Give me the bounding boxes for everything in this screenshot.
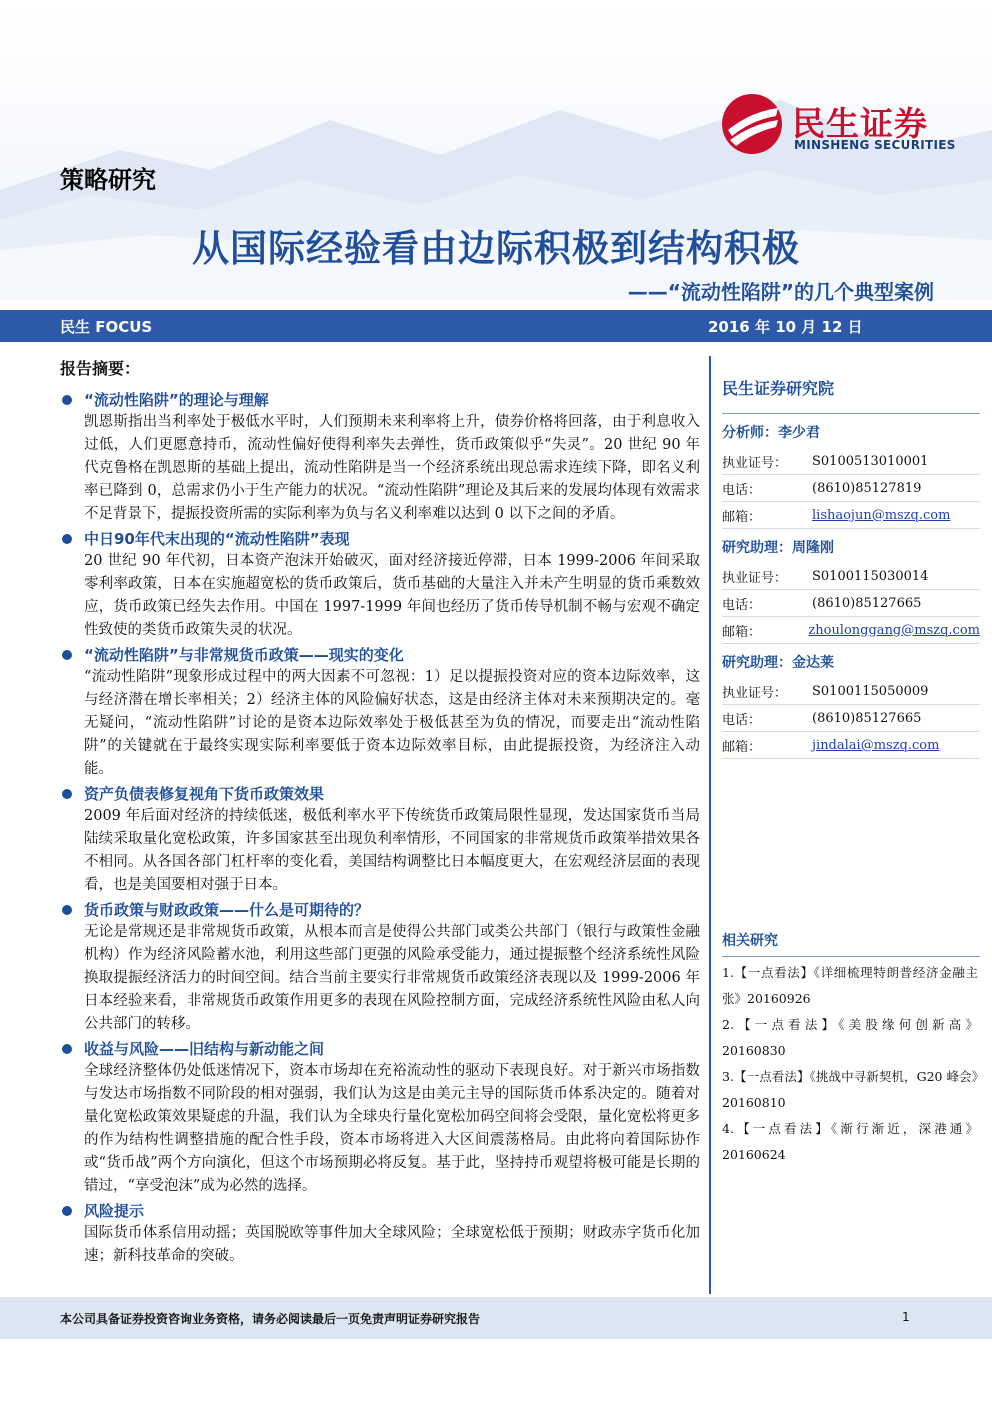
abstract-section: [60, 389, 700, 526]
related-item[interactable]: 2.【一点看法】《美股缘何创新高》20160830: [722, 1017, 978, 1058]
section-body: 20 世纪 90 年代初，日本资产泡沫开始破灭，面对经济接近停滞，日本 1999-2006 年间采取零利率政策，日本在实施超宽松的货币政策后，货币基础的大量注入并未产生明显的货币乘数效应，货币政策已经失去作用。中国在 1997-1999 年间也经历了货币传导机制不畅与宏观不确定性致使的类货币政策失灵的状况。: [84, 553, 700, 638]
related-item[interactable]: 4.【一点看法】《渐行渐近，深港通》20160624: [722, 1121, 978, 1162]
column-divider: [709, 356, 711, 1294]
phone-row: 电话： (8610)85127665: [722, 705, 980, 732]
section-heading: 资产负债表修复视角下货币政策效果: [60, 783, 700, 805]
section-heading: 风险提示: [60, 1200, 700, 1222]
email-row: 邮箱： lishaojun@mszq.com: [722, 502, 980, 529]
email-link[interactable]: jindalai@mszq.com: [812, 737, 940, 753]
footer: [0, 1297, 992, 1339]
related-item[interactable]: 3.【一点看法】《挑战中寻新契机，G20 峰会》20160810: [722, 1069, 978, 1110]
bullet-icon: [62, 789, 72, 799]
bullet-icon: [62, 905, 72, 915]
section-body: 无论是常规还是非常规货币政策，从根本而言是使得公共部门或类公共部门（银行与政策性金融机构）作为经济风险蓄水池，利用这些部门更强的风险承受能力，通过提振整个经济系统性风险换取提振经济活力的时间空间。结合当前主要实行非常规货币政策经济表现以及 1999-2006 年日本经验来看，非常规货币政策作用更多的表现在风险控制方面，完成经济系统性风险由私人向公共部门的转移。: [84, 924, 700, 1032]
license-row: 执业证号： S0100115030014: [722, 563, 980, 590]
divider: [722, 413, 980, 414]
section-body: “流动性陷阱”现象形成过程中的两大因素不可忽视：1）足以提振投资对应的资本边际效率，这与经济潜在增长率相关；2）经济主体的风险偏好状态，这是由经济主体对未来预期决定的。毫无疑问，“流动性陷阱”讨论的是资本边际效率处于极低甚至为负的情况，而要走出“流动性陷阱”的关键就在于最终实现实际利率要低于资本边际效率目标，由此提振投资，为经济注入动能。: [84, 669, 700, 777]
abstract-section: [60, 783, 700, 897]
analyst-block: [722, 422, 980, 529]
section-heading: 货币政策与财政政策——什么是可期待的？: [60, 899, 700, 921]
report-subtitle: ——“流动性陷阱”的几个典型案例: [627, 280, 934, 304]
abstract-section: [60, 1038, 700, 1198]
assistant-block: [722, 537, 980, 644]
footer-disclaimer: 本公司具备证券投资咨询业务资格，请务必阅读最后一页免责声明证券研究报告: [60, 1312, 481, 1326]
license-row: 执业证号： S0100115050009: [722, 678, 980, 705]
page-number: 1: [902, 1310, 910, 1324]
section-heading: 中日90年代末出现的“流动性陷阱”表现: [60, 528, 700, 550]
license-row: 执业证号： S0100513010001: [722, 448, 980, 475]
abstract-section: [60, 528, 700, 642]
bullet-icon: [62, 1044, 72, 1054]
email-link[interactable]: lishaojun@mszq.com: [812, 507, 951, 523]
abstract-section: [60, 899, 700, 1036]
header-bar: [0, 310, 992, 342]
bullet-icon: [62, 534, 72, 544]
assistant-block: [722, 652, 980, 759]
bullet-icon: [62, 650, 72, 660]
report-title: 从国际经验看由边际积极到结构积极: [192, 227, 800, 270]
report-date: 2016 年 10 月 12 日: [708, 318, 863, 336]
phone-row: 电话： (8610)85127665: [722, 590, 980, 617]
email-row: 邮箱： zhoulonggang@mszq.com: [722, 617, 980, 644]
related-item[interactable]: 1.【一点看法】《详细梳理特朗普经济金融主张》20160926: [722, 965, 978, 1006]
section-body: 凯恩斯指出当利率处于极低水平时，人们预期未来利率将上升，债券价格将回落，由于利息收入过低，人们更愿意持币，流动性偏好使得利率失去弹性，货币政策似乎“失灵”。20 世纪 90 年代克鲁格在凯恩斯的基础上提出，流动性陷阱是当一个经济系统出现总需求连续下降，即名义利率已降到 0，总需求仍小于生产能力的状况。“流动性陷阱”理论及其后来的发展均体现有效需求不足背景下，提振投资所需的实际利率为负与名义利率难以达到 0 以下之间的矛盾。: [84, 414, 700, 522]
section-body: 2009 年后面对经济的持续低迷，极低利率水平下传统货币政策局限性显现，发达国家货币当局陆续采取量化宽松政策，许多国家甚至出现负利率情形，不同国家的非常规货币政策举措效果各不相同。从各国各部门杠杆率的变化看，美国结构调整比日本幅度更大，在宏观经济层面的表现看，也是美国要相对强于日本。: [84, 808, 700, 893]
abstract-section: [60, 1200, 700, 1268]
bullet-icon: [62, 395, 72, 405]
person-title: 分析师：李少君: [722, 425, 820, 441]
abstract-title: 报告摘要：: [60, 359, 141, 378]
related-research-title: 相关研究: [722, 930, 980, 957]
section-body: 国际货币体系信用动摇；英国脱欧等事件加大全球风险；全球宽松低于预期；财政赤字货币化加速；新科技革命的突破。: [84, 1225, 700, 1264]
section-body: 全球经济整体仍处低迷情况下，资本市场却在充裕流动性的驱动下表现良好。对于新兴市场指数与发达市场指数不同阶段的相对强弱，我们认为这是由美元主导的国际货币体系决定的。随着对量化宽松政策效果疑虑的升温，我们认为全球央行量化宽松加码空间将会受限，量化宽松将更多的作为结构性调整措施的配合性手段，资本市场将进入大区间震荡格局。由此将向着国际协作或“货币战”两个方向演化，但这个市场预期必将反复。基于此，坚持持币观望将极可能是长期的错过，“享受泡沫”成为必然的选择。: [84, 1063, 700, 1194]
section-heading: 收益与风险——旧结构与新动能之间: [60, 1038, 700, 1060]
person-title: 研究助理：金达莱: [722, 655, 834, 671]
institute-name: 民生证券研究院: [722, 379, 835, 398]
related-research-list: [722, 960, 978, 1168]
email-row: 邮箱： jindalai@mszq.com: [722, 732, 980, 759]
section-heading: “流动性陷阱”的理论与理解: [60, 389, 700, 411]
report-category: 策略研究: [60, 166, 156, 194]
column-name: 民生 FOCUS: [60, 318, 153, 336]
brand-name-en: MINSHENG SECURITIES: [794, 138, 956, 152]
phone-row: 电话： (8610)85127819: [722, 475, 980, 502]
sidebar: [722, 356, 980, 1162]
bullet-icon: [62, 1206, 72, 1216]
abstract-section: [60, 644, 700, 781]
section-heading: “流动性陷阱”与非常规货币政策——现实的变化: [60, 644, 700, 666]
brand-name-cn: 民生证券: [792, 104, 928, 143]
person-title: 研究助理：周隆刚: [722, 540, 834, 556]
abstract-column: [60, 356, 700, 1270]
email-link[interactable]: zhoulonggang@mszq.com: [808, 622, 980, 638]
